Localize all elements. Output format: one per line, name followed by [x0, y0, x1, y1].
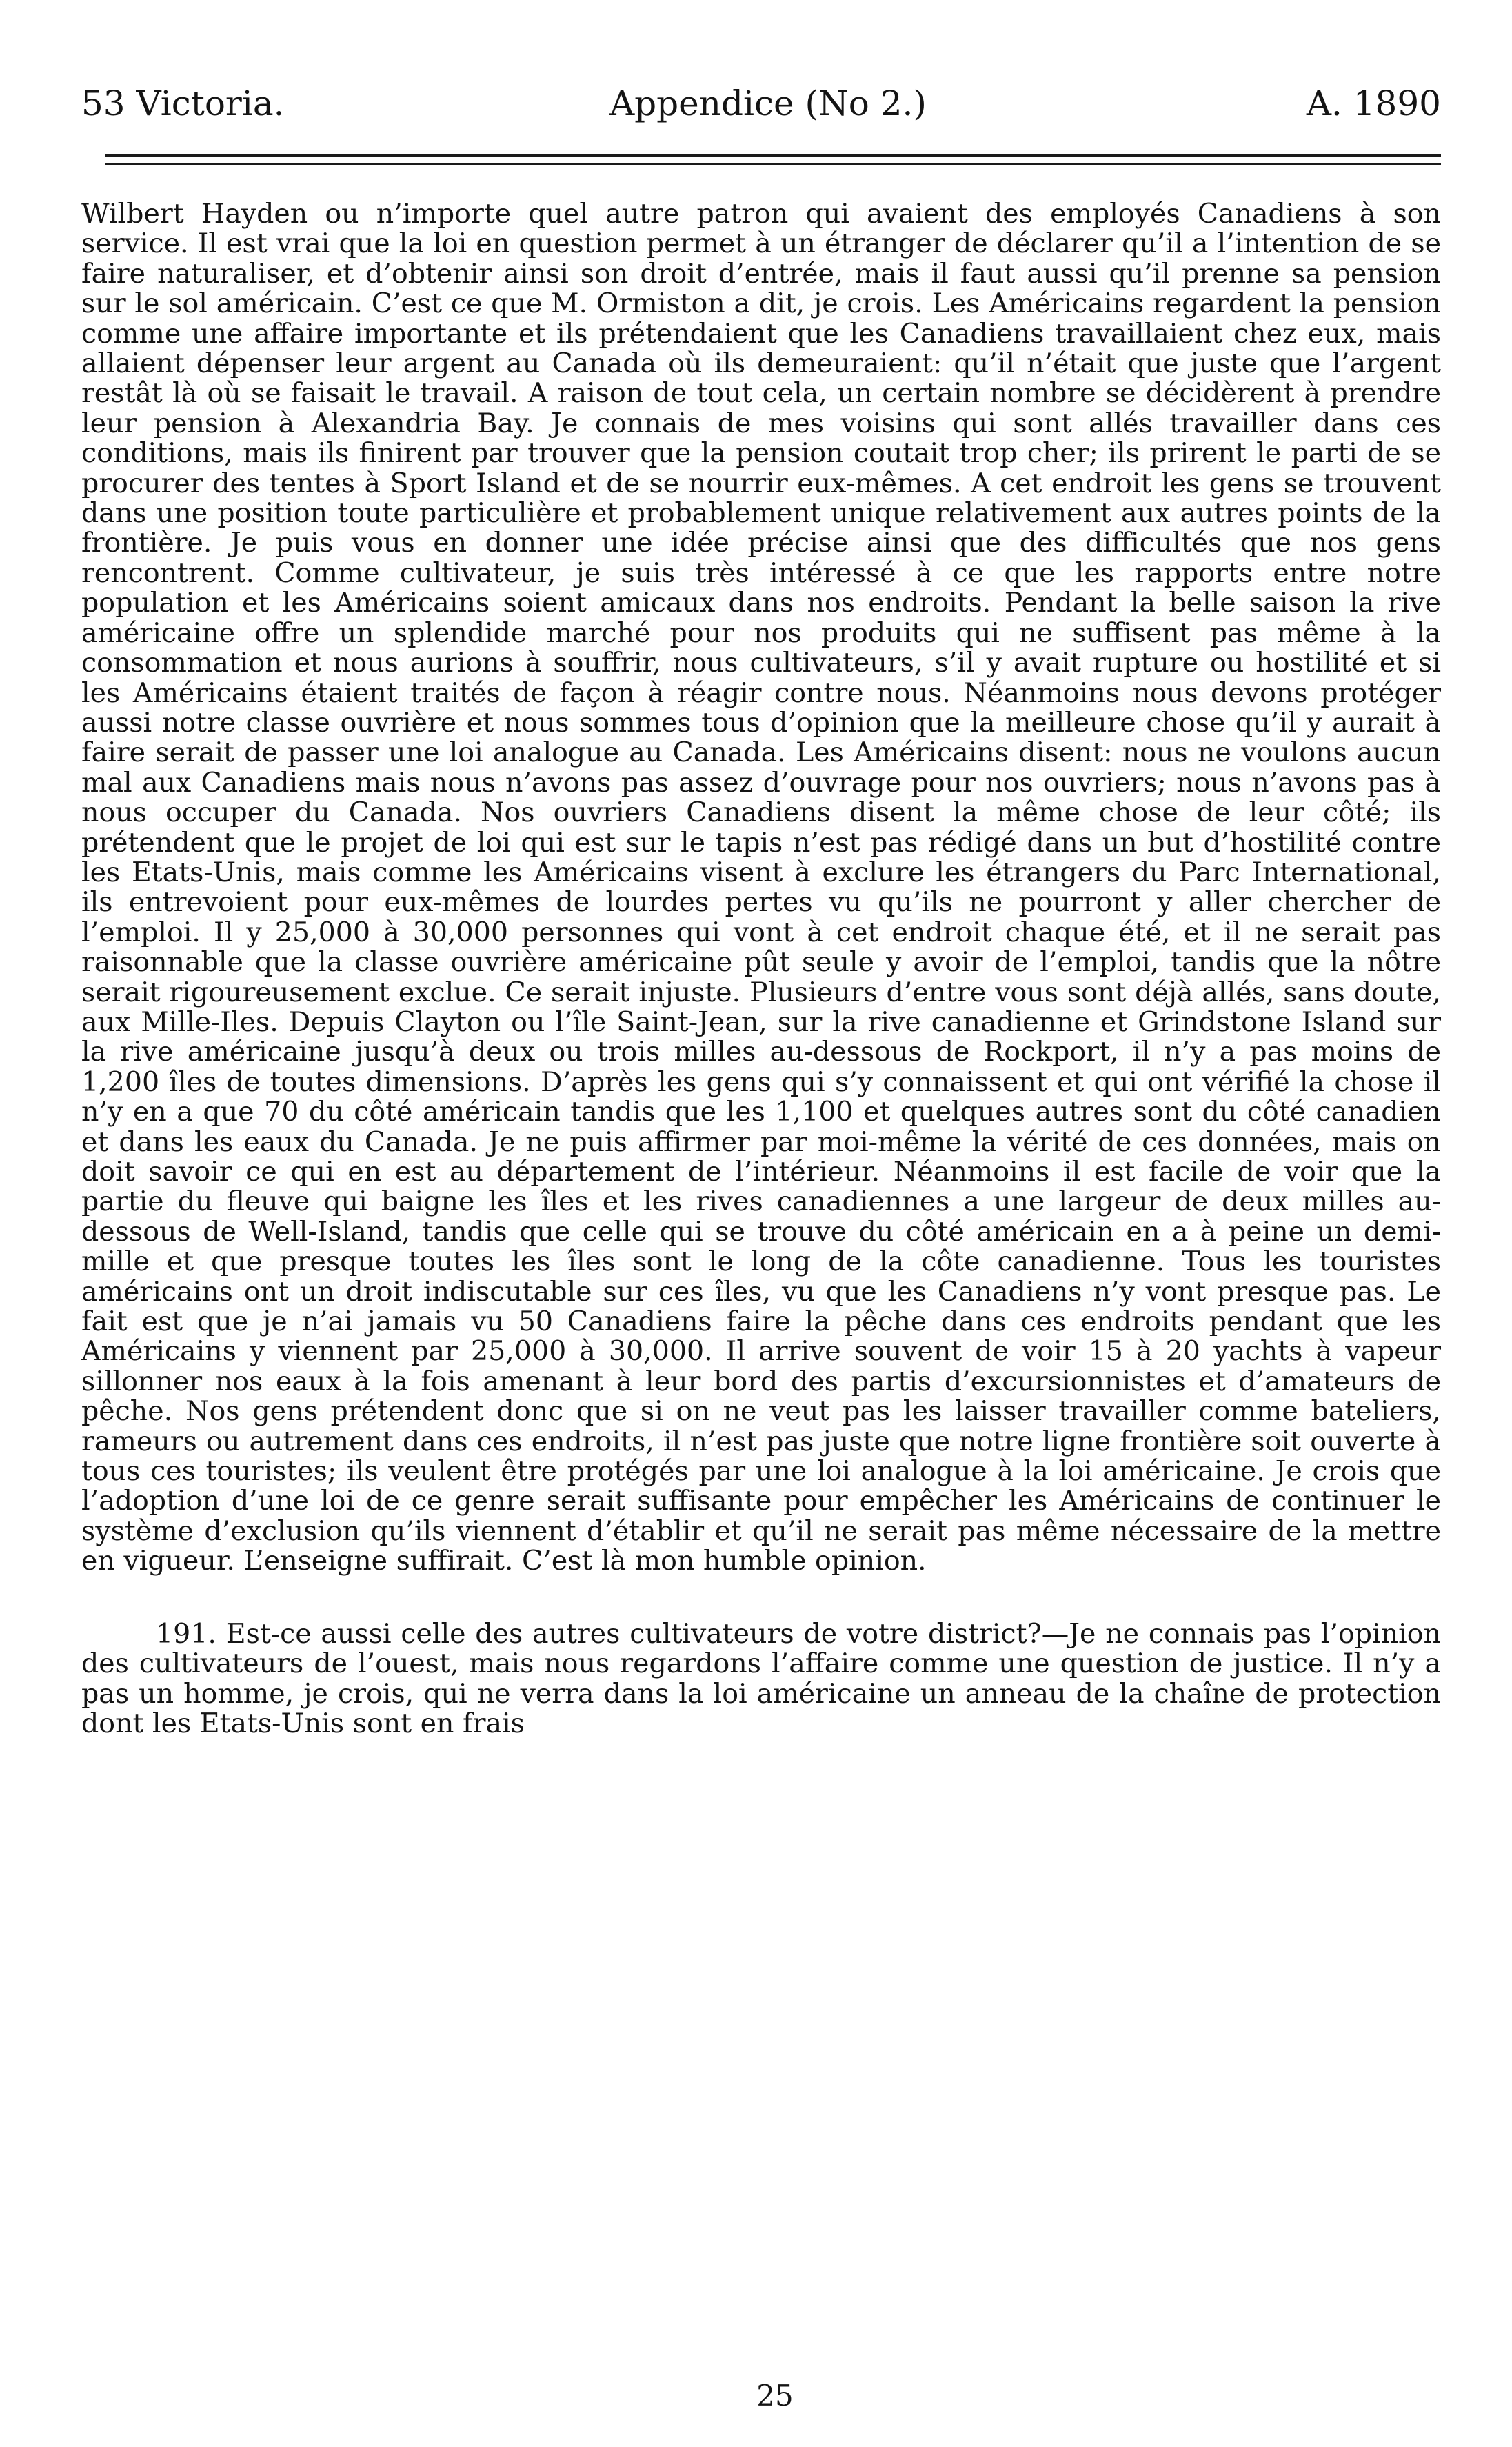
header-double-rule — [105, 154, 1441, 165]
header-rule-top — [105, 154, 1441, 157]
header-session: 53 Victoria. — [81, 83, 285, 123]
header-appendix: Appendice (No 2.) — [609, 83, 927, 123]
body-text — [81, 199, 1441, 1739]
answer-paragraph: Wilbert Hayden ou n’importe quel autre patron qui avaient des employés Canadiens à son service. Il est vrai que la loi en question permet à un étranger de déclarer qu’il a l’intention de se faire naturaliser, et d’obtenir ainsi son droit d’entrée, mais il faut aussi qu’il prenne sa pension sur le sol américain. C’est ce que M. Ormiston a dit, je crois. Les Américains regardent la pension comme une affaire importante et ils prétendaient que les Canadiens travaillaient chez eux, mais allaient dépenser leur argent au Canada où ils demeuraient: qu’il n’était que juste que l’argent restât là où se faisait le travail. A raison de tout cela, un certain nombre se décidèrent à prendre leur pension à Alexandria Bay. Je connais de mes voisins qui sont allés travailler dans ces conditions, mais ils finirent par trouver que la pension coutait trop cher; ils prirent le parti de se procurer des tentes à Sport Island et de se nourrir eux-mêmes. A cet endroit les gens se trouvent dans une position toute particulière et probablement unique relativement aux autres points de la frontière. Je puis vous en donner une idée précise ainsi que des difficultés que nos gens rencontrent. Comme cultivateur, je suis très intéressé à ce que les rapports entre notre population et les Américains soient amicaux dans nos endroits. Pendant la belle saison la rive américaine offre un splendide marché pour nos produits qui ne suffisent pas même à la consommation et nous aurions à souffrir, nous cultivateurs, s’il y avait rupture ou hostilité et si les Américains étaient traités de façon à réagir contre nous. Néanmoins nous devons protéger aussi notre classe ouvrière et nous sommes tous d’opinion que la meilleure chose qu’il y aurait à faire serait de passer une loi analogue au Canada. Les Américains disent: nous ne voulons aucun mal aux Canadiens mais nous n’avons pas assez d’ouvrage pour nos ouvriers; nous n’avons pas à nous occuper du Canada. Nos ouvriers Canadiens disent la même chose de leur côté; ils prétendent que le projet de loi qui est sur le tapis n’est pas rédigé dans un but d’hostilité contre les Etats-Unis, mais comme les Américains visent à exclure les étrangers du Parc International, ils entrevoient pour eux-mêmes de lourdes pertes vu qu’ils ne pourront y aller chercher de l’emploi. Il y 25,000 à 30,000 personnes qui vont à cet endroit chaque été, et il ne serait pas raisonnable que la classe ouvrière américaine pût seule y avoir de l’emploi, tandis que la nôtre serait rigoureusement exclue. Ce serait injuste. Plusieurs d’entre vous sont déjà allés, sans doute, aux Mille-Iles. Depuis Clayton ou l’île Saint-Jean, sur la rive canadienne et Grindstone Island sur la rive américaine jusqu’à deux ou trois milles au-dessous de Rockport, il n’y a pas moins de 1,200 îles de toutes dimensions. D’après les gens qui s’y connaissent et qui ont vérifié la chose il n’y en a que 70 du côté américain tandis que les 1,100 et quelques autres sont du côté canadien et dans les eaux du Canada. Je ne puis affirmer par moi-même la vérité de ces données, mais on doit savoir ce qui en est au département de l’intérieur. Néanmoins il est facile de voir que la partie du fleuve qui baigne les îles et les rives canadiennes a une largeur de deux milles au-dessous de Well-Island, tandis que celle qui se trouve du côté américain en a à peine un demi-mille et que presque toutes les îles sont le long de la côte canadienne. Tous les touristes américains ont un droit indiscutable sur ces îles, vu que les Canadiens n’y vont presque pas. Le fait est que je n’ai jamais vu 50 Canadiens faire la pêche dans ces endroits pendant que les Américains y viennent par 25,000 à 30,000. Il arrive souvent de voir 15 à 20 yachts à vapeur sillonner nos eaux à la fois amenant à leur bord des partis d’excursionnistes et d’amateurs de pêche. Nos gens prétendent donc que si on ne veut pas les laisser travailler comme bateliers, rameurs ou autrement dans ces endroits, il n’est pas juste que notre ligne frontière soit ouverte à tous ces touristes; ils veulent être protégés par une loi analogue à la loi américaine. Je crois que l’adoption d’une loi de ce genre serait suffisante pour empêcher les Américains de continuer le système d’exclusion qu’ils viennent d’établir et qu’il ne serait pas même nécessaire de la mettre en vigueur. L’enseigne suffirait. C’est là mon humble opinion. — [81, 198, 1441, 1577]
running-header — [81, 81, 1441, 126]
question-paragraph-191: 191. Est-ce aussi celle des autres cultivateurs de votre district?—Je ne connais pas l’opinion des cultivateurs de l’ouest, mais nous regardons l’affaire comme une question de justice. Il n’y a pas un homme, je crois, qui ne verra dans la loi américaine un anneau de la chaîne de protection dont les Etats-Unis sont en frais — [81, 1617, 1441, 1739]
header-year: A. 1890 — [1306, 83, 1441, 123]
page-number: 25 — [756, 2379, 794, 2413]
header-rule-bottom — [105, 163, 1441, 165]
document-page — [81, 81, 1441, 2413]
